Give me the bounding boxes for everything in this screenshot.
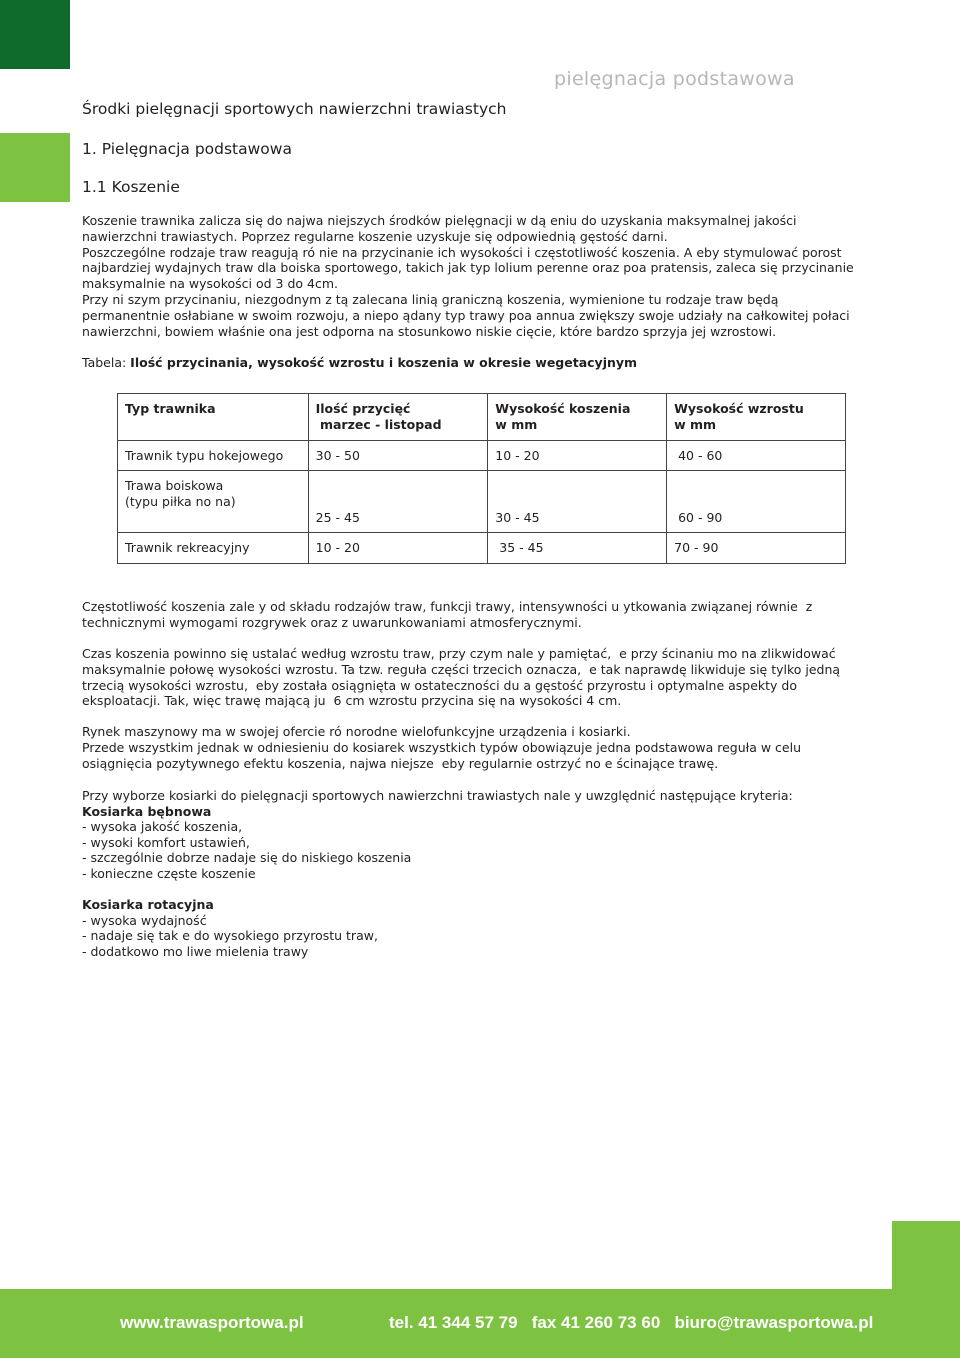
table-cell <box>118 471 309 533</box>
frequency-paragraph <box>82 599 902 631</box>
intro-line: permanentnie osłabiane w swoim rozwoju, a niepo ądany typ trawy poa annua zwiększy swoje udziały na całkowitej połaci <box>82 307 850 323</box>
intro-line: maksymalnie na wysokości od 3 do 4cm. <box>82 276 338 292</box>
table-cell <box>667 441 846 471</box>
header-text: w mm <box>495 417 538 432</box>
cell-text: 30 - 45 <box>495 510 540 525</box>
cell-text: 25 - 45 <box>315 510 360 525</box>
drum-mower-title: Kosiarka bębnowa <box>82 803 212 819</box>
table-cell <box>488 471 667 533</box>
table-header-cell <box>118 394 309 441</box>
list-item: - dodatkowo mo liwe mielenia trawy <box>82 943 309 959</box>
list-item: - nadaje się tak e do wysokiego przyrostu traw, <box>82 928 378 944</box>
cell-text: 30 - 50 <box>315 448 360 463</box>
cell-text: 35 - 45 <box>495 540 544 555</box>
cell-text: 10 - 20 <box>315 540 360 555</box>
list-item: - wysoka wydajność <box>82 912 207 928</box>
cell-text: Trawnik rekreacyjny <box>125 540 250 555</box>
table-row <box>118 471 846 533</box>
intro-line: Przy ni szym przycinaniu, niezgodnym z tą zalecana linią graniczną koszenia, wymienione tu rodzaje traw będą <box>82 291 779 307</box>
paragraph-line: maksymalnie połowę wysokości wzrostu. Ta tzw. reguła części trzecich oznacza, e tak naprawdę likwiduje się tylko jedną <box>82 661 841 677</box>
table-cell <box>118 533 309 564</box>
document-title: Środki pielęgnacji sportowych nawierzchni trawiastych <box>82 100 507 118</box>
paragraph-line: Rynek maszynowy ma w swojej ofercie ró norodne wielofunkcyjne urządzenia i kosiarki. <box>82 724 631 739</box>
intro-line: nawierzchni, bowiem właśnie ona jest odporna na stosunkowo niskie cięcie, które bardzo sprzyja jej wzrostowi. <box>82 323 777 339</box>
table-cell <box>118 441 309 471</box>
paragraph-line: Czas koszenia powinno się ustalać według wzrostu traw, przy czym nale y pamiętać, e przy ścinaniu mo na zlikwidować <box>82 646 836 661</box>
table-cell <box>488 441 667 471</box>
table-header-cell <box>488 394 667 441</box>
header-text: Typ trawnika <box>125 401 216 416</box>
table-caption-prefix: Tabela: <box>82 355 131 370</box>
cell-text: (typu piłka no na) <box>125 494 236 509</box>
paragraph-line: eksploatacji. Tak, więc trawę mającą ju 6 cm wzrostu przycina się na wysokości 4 cm. <box>82 693 622 709</box>
intro-paragraph <box>82 213 902 339</box>
rotary-mower-block <box>82 897 378 959</box>
table-caption-title: Ilość przycinania, wysokość wzrostu i koszenia w okresie wegetacyjnym <box>130 355 638 370</box>
table-header-cell <box>308 394 488 441</box>
intro-line: nawierzchni trawiastych. Poprzez regularne koszenie uzyskuje się odpowiednią gęstość darni. <box>82 228 668 244</box>
table-header-cell <box>667 394 846 441</box>
heading-level-1: 1. Pielęgnacja podstawowa <box>82 140 292 158</box>
table-cell <box>308 533 488 564</box>
intro-line: Koszenie trawnika zalicza się do najwa niejszych środków pielęgnacji w dą eniu do uzyskania maksymalnej jakości <box>82 213 797 228</box>
paragraph-line: Częstotliwość koszenia zale y od składu rodzajów traw, funkcji trawy, intensywności u ytkowania związanej równie z <box>82 599 813 614</box>
footer-website-link[interactable]: www.trawasportowa.pl <box>120 1313 304 1332</box>
market-paragraph <box>82 724 902 771</box>
header-text: w mm <box>674 417 717 432</box>
list-item: - wysoka jakość koszenia, <box>82 819 243 835</box>
header-text: Wysokość koszenia <box>495 401 631 416</box>
header-text: Ilość przycięć <box>315 401 411 416</box>
table-cell <box>308 441 488 471</box>
table-cell <box>667 471 846 533</box>
corner-square-dark <box>0 0 70 69</box>
footer-contact: tel. 41 344 57 79 fax 41 260 73 60 biuro@trawasportowa.pl <box>389 1313 874 1332</box>
table-cell <box>308 471 488 533</box>
list-item: - wysoki komfort ustawień, <box>82 834 250 850</box>
cell-text: Trawnik typu hokejowego <box>125 448 284 463</box>
heading-level-2: 1.1 Koszenie <box>82 178 180 196</box>
table-cell <box>488 533 667 564</box>
header-text: Wysokość wzrostu <box>674 401 804 416</box>
paragraph-line: Przede wszystkim jednak w odniesieniu do kosiarek wszystkich typów obowiązuje jedna podstawowa reguła w celu <box>82 739 802 755</box>
table-cell <box>667 533 846 564</box>
cell-text: Trawa boiskowa <box>125 478 224 493</box>
table-row <box>118 533 846 564</box>
intro-line: Poszczególne rodzaje traw reagują ró nie na przycinanie ich wysokości i częstotliwość koszenia. A eby stymulować porost <box>82 244 842 260</box>
cell-text: 40 - 60 <box>674 448 723 463</box>
list-item: - konieczne częste koszenie <box>82 865 256 881</box>
intro-line: najbardziej wydajnych traw dla boiska sportowego, takich jak typ lolium perenne oraz poa pratensis, zaleca się przycinanie <box>82 260 854 276</box>
right-square-light <box>892 1221 960 1289</box>
section-tag: pielęgnacja podstawowa <box>554 68 795 90</box>
table-caption <box>82 355 637 370</box>
left-square-light <box>0 133 70 202</box>
criteria-intro: Przy wyborze kosiarki do pielęgnacji sportowych nawierzchni trawiastych nale y uwzględnić następujące kryteria: <box>82 788 793 803</box>
mower-criteria <box>82 788 793 882</box>
table-header-row <box>118 394 846 441</box>
cell-text: 70 - 90 <box>674 540 719 555</box>
timing-paragraph <box>82 646 902 709</box>
header-text: marzec - listopad <box>315 417 442 432</box>
table-row <box>118 441 846 471</box>
list-item: - szczególnie dobrze nadaje się do niskiego koszenia <box>82 850 412 866</box>
paragraph-line: trzecią wysokości wzrostu, eby została osiągnięta w ostateczności du a gęstość przyrostu i optymalne aspekty do <box>82 677 798 693</box>
rotary-mower-title: Kosiarka rotacyjna <box>82 897 214 912</box>
mowing-table <box>117 393 846 564</box>
paragraph-line: technicznymi wymogami rozgrywek oraz z uwarunkowaniami atmosferycznymi. <box>82 614 582 630</box>
paragraph-line: osiągnięcia pozytywnego efektu koszenia, najwa niejsze eby regularnie ostrzyć no e ścinające trawę. <box>82 755 719 771</box>
cell-text: 60 - 90 <box>674 510 723 525</box>
cell-text: 10 - 20 <box>495 448 540 463</box>
